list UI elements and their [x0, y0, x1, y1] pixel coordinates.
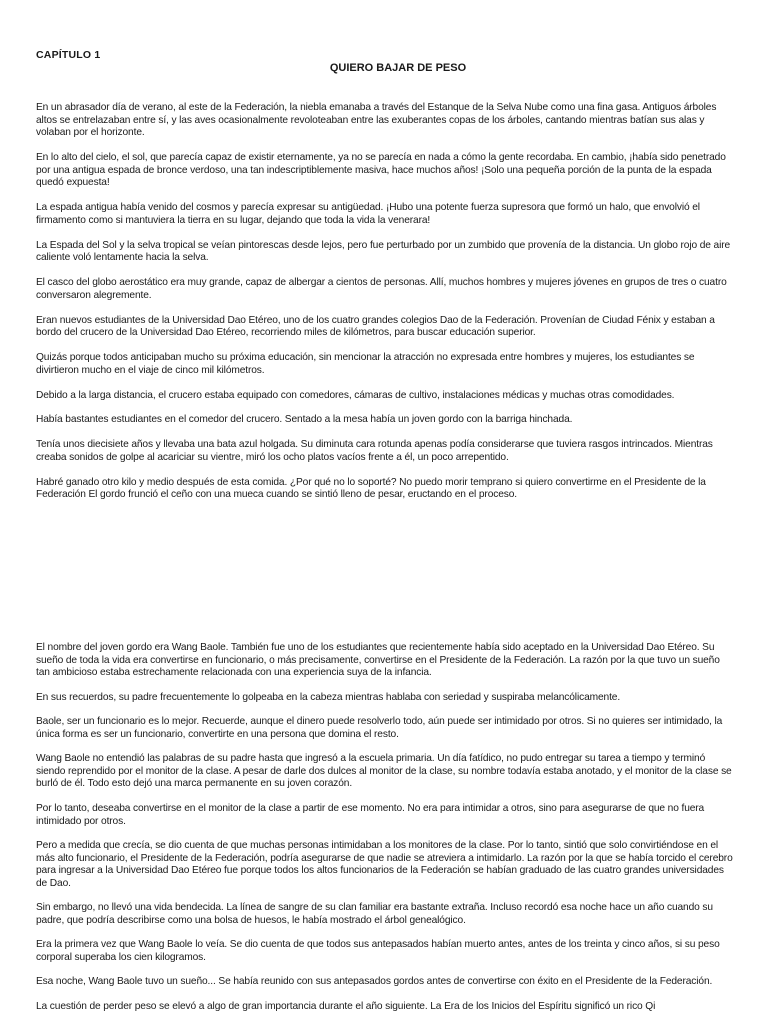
- paragraph: Debido a la larga distancia, el crucero estaba equipado con comedores, cámaras de cultivo, instalaciones médicas y muchas otras comodidades.: [36, 389, 675, 401]
- paragraph: Pero a medida que crecía, se dio cuenta de que muchas personas intimidaban a los monitores de la clase. Por lo tanto, sintió que solo convirtiéndose en el más alto funcionario, el Presidente de la Federación, podría asegurarse de que nadie se atreviera a intimidarlo. La razón por la que se había torcido el cerebro para ingresar a la Universidad Dao Etéreo fue porque todos los altos funcionarios de la Federación se habían graduado de las cuatro grandes universidades de Dao.: [36, 839, 733, 889]
- paragraph: La espada antigua había venido del cosmos y parecía expresar su antigüedad. ¡Hubo una potente fuerza supresora que formó un halo, que envolvió el firmamento como si mantuviera la tierra en su lugar, dejando que toda la vida la venerara!: [36, 202, 700, 226]
- paragraph: Wang Baole no entendió las palabras de su padre hasta que ingresó a la escuela primaria. Un día fatídico, no pudo entregar su tarea a tiempo y terminó siendo reprendido por el monitor de la clase. A pesar de darle dos dulces al monitor de la clase, su nombre todavía estaba anotado, y el monitor de la clase se burló de él. Todo esto dejó una marca permanente en su joven corazón.: [36, 753, 732, 790]
- document-title: QUIERO BAJAR DE PESO: [329, 62, 467, 74]
- paragraph: Habré ganado otro kilo y medio después de esta comida. ¿Por qué no lo soporté? No puedo morir temprano si quiero convertirme en el Presidente de la Federación El gordo frunció el ceño con una mueca cuando se sintió lleno de pesar, eructando en el proceso.: [36, 476, 706, 501]
- text-section-2: [36, 642, 734, 1024]
- paragraph: Había bastantes estudiantes en el comedor del crucero. Sentado a la mesa había un joven gordo con la barriga hinchada.: [36, 414, 573, 426]
- paragraph: En sus recuerdos, su padre frecuentemente lo golpeaba en la cabeza mientras hablaba con seriedad y suspiraba melancólicamente.: [36, 691, 621, 703]
- paragraph: El nombre del joven gordo era Wang Baole. También fue uno de los estudiantes que recientemente había sido aceptado en la Universidad Dao Etéreo. Su sueño de toda la vida era convertirse en funcionario, o más precisamente, convertirse en el Presidente de la Federación. La razón por la que tuvo un sueño tan ambicioso estaba estrechamente relacionada con una experiencia suya de la infancia.: [36, 642, 720, 679]
- paragraph: Tenía unos diecisiete años y llevaba una bata azul holgada. Su diminuta cara rotunda apenas podía considerarse que tuviera rasgos intrincados. Mientras creaba sonidos de golpe al acariciar su vientre, miró los ocho platos vacíos frente a él, un poco arrepentido.: [36, 439, 713, 463]
- paragraph: Eran nuevos estudiantes de la Universidad Dao Etéreo, uno de los cuatro grandes colegios Dao de la Federación. Provenían de Ciudad Fénix y estaban a bordo del crucero de la Universidad Dao Etéreo, recorriendo miles de kilómetros, para buscar educación superior.: [36, 314, 715, 339]
- paragraph: La cuestión de perder peso se elevó a algo de gran importancia durante el año siguiente. La Era de los Inicios del Espíritu significó un rico Qi: [36, 1000, 656, 1012]
- paragraph: Quizás porque todos anticipaban mucho su próxima educación, sin mencionar la atracción no expresada entre hombres y mujeres, los estudiantes se divirtieron mucho en el viaje de cinco mil kilómetros.: [36, 352, 695, 376]
- paragraph: Baole, ser un funcionario es lo mejor. Recuerde, aunque el dinero puede resolverlo todo, aún puede ser intimidado por otros. Si no quieres ser intimidado, la única forma es ser un funcionario, convertirte en una persona que domina el resto.: [36, 716, 723, 740]
- text-section-1: [36, 102, 734, 514]
- chapter-label: CAPÍTULO 1: [36, 49, 101, 61]
- paragraph: Sin embargo, no llevó una vida bendecida. La línea de sangre de su clan familiar era bastante extraña. Incluso recordó esa noche hace un año cuando su padre, que podría describirse como una bolsa de huesos, le había mostrado el árbol genealógico.: [36, 902, 713, 926]
- paragraph: El casco del globo aerostático era muy grande, capaz de albergar a cientos de personas. Allí, muchos hombres y mujeres jóvenes en grupos de tres o cuatro conversaron alegremente.: [36, 277, 727, 301]
- paragraph: Era la primera vez que Wang Baole lo veía. Se dio cuenta de que todos sus antepasados habían muerto antes, antes de los treinta y cinco años, si su peso corporal superaba los cien kilogramos.: [36, 939, 720, 963]
- paragraph: Por lo tanto, deseaba convertirse en el monitor de la clase a partir de ese momento. No era para intimidar a otros, sino para asegurarse de que no fuera intimidado por otros.: [36, 802, 705, 827]
- paragraph: La Espada del Sol y la selva tropical se veían pintorescas desde lejos, pero fue perturbado por un zumbido que provenía de la distancia. Un globo rojo de aire caliente voló lentamente hacia la selva.: [36, 239, 731, 264]
- paragraph: En lo alto del cielo, el sol, que parecía capaz de existir eternamente, ya no se parecía en nada a cómo la gente recordaba. En cambio, ¡había sido penetrado por una antigua espada de bronce verdoso, una tan indescriptiblemente masiva, hace muchos años! ¡Solo una pequeña porción de la punta de la espada quedó expuesta!: [36, 152, 726, 189]
- paragraph: Esa noche, Wang Baole tuvo un sueño... Se había reunido con sus antepasados gordos antes de convertirse con éxito en el Presidente de la Federación.: [36, 976, 713, 988]
- paragraph: En un abrasador día de verano, al este de la Federación, la niebla emanaba a través del Estanque de la Selva Nube como una fina gasa. Antiguos árboles altos se entrelazaban entre sí, y las aves ocasionalmente revoloteaban entre las exuberantes copas de los árboles, cantando mientras batían sus alas y volaban por el horizonte.: [36, 102, 717, 139]
